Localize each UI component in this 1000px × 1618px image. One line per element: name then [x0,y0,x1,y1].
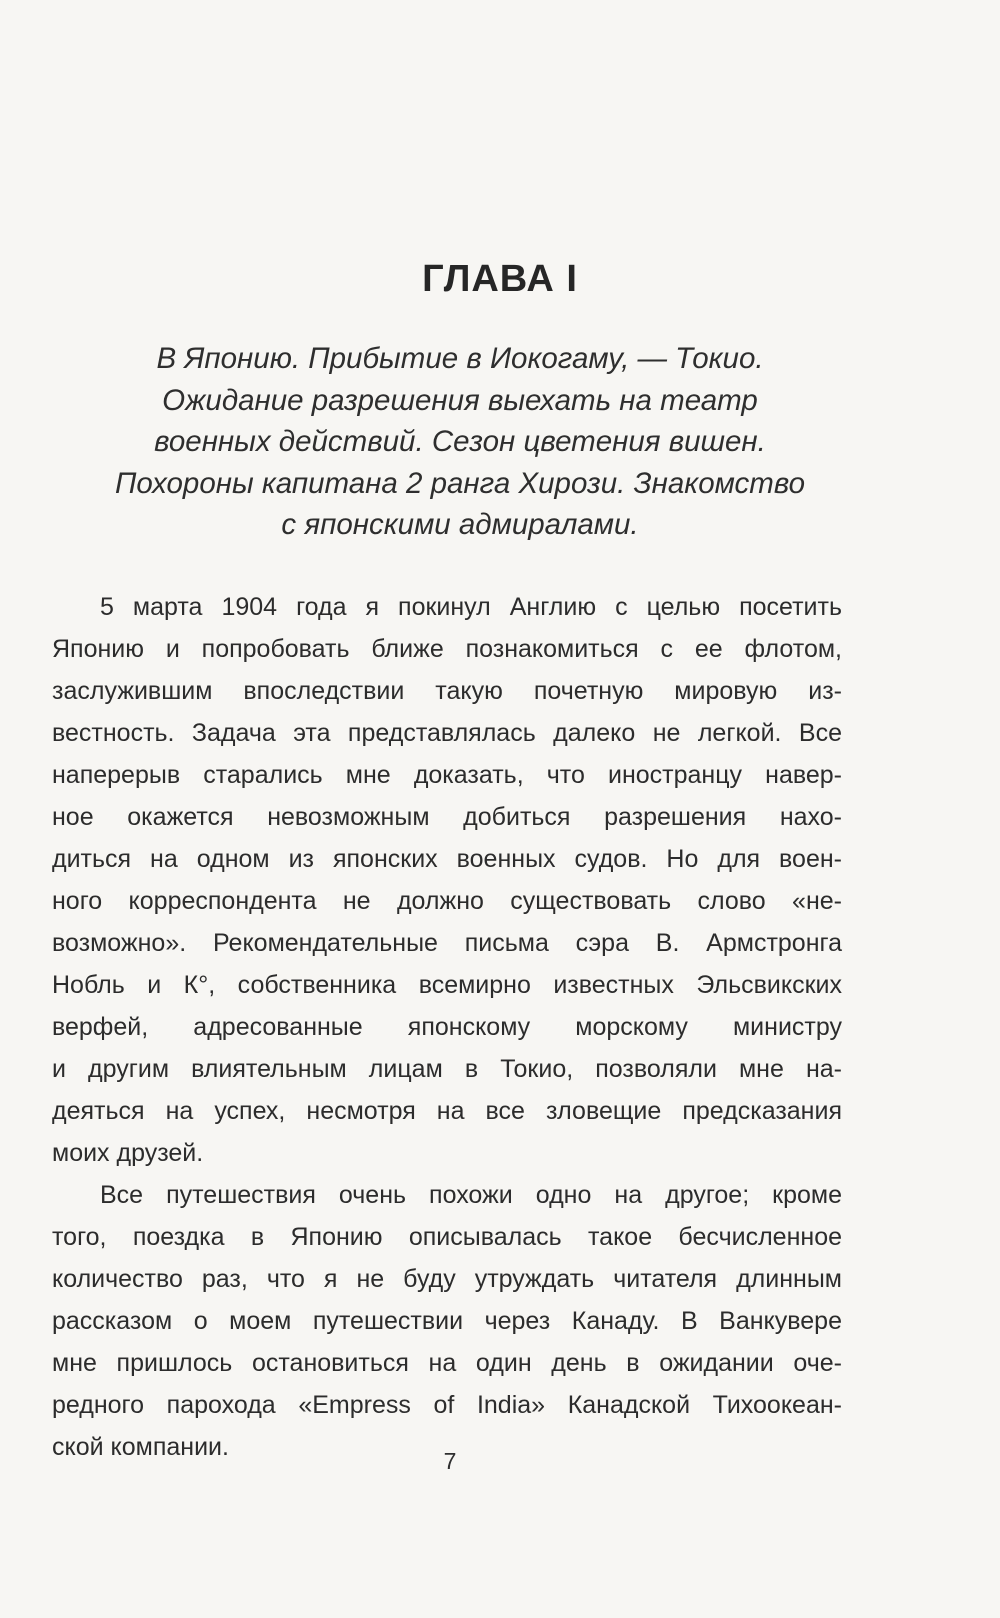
text-line: верфей, адресованные японскому морскому министру [52,1013,842,1041]
text-line: моих друзей. [52,1139,204,1167]
text-line: заслужившим впоследствии такую почетную мировую из- [52,677,842,705]
text-line: ного корреспондента не должно существовать слово «не- [52,887,842,915]
text-line: количество раз, что я не буду утруждать читателя длинным [52,1265,842,1293]
text-line: ской компании. [52,1433,229,1461]
text-line: того, поездка в Японию описывалась такое бесчисленное [52,1223,842,1251]
chapter-title: ГЛАВА I [422,258,578,300]
text-line: диться на одном из японских военных судов. Но для воен- [52,845,842,873]
text-line: наперерыв старались мне доказать, что иностранцу навер- [52,761,842,789]
body-text [52,586,842,1468]
text-line: 5 марта 1904 года я покинул Англию с целью посетить [100,593,842,621]
synopsis-line: с японскими адмиралами. [281,508,639,541]
text-line: Японию и попробовать ближе познакомиться с ее флотом, [52,635,842,663]
text-line: деяться на успех, несмотря на все зловещие предсказания [52,1097,842,1125]
synopsis-line: военных действий. Сезон цветения вишен. [154,425,766,458]
text-line: редного парохода «Empress of India» Канадской Тихоокеан- [52,1391,842,1419]
text-line: ное окажется невозможным добиться разрешения нахо- [52,803,842,831]
paragraph [52,1174,842,1468]
text-line: возможно». Рекомендательные письма сэра В. Армстронга [52,929,842,957]
text-line: и другим влиятельным лицам в Токио, позволяли мне на- [52,1055,842,1083]
paragraph [52,586,842,1174]
text-line: вестность. Задача эта представлялась далеко не легкой. Все [52,719,842,747]
synopsis-line: В Японию. Прибытие в Иокогаму, — Токио. [156,342,764,375]
synopsis-line: Похороны капитана 2 ранга Хирози. Знакомство [114,466,806,500]
text-line: мне пришлось остановиться на один день в ожидании оче- [52,1349,842,1377]
text-line: Все путешествия очень похожи одно на другое; кроме [100,1181,842,1209]
text-line: рассказом о моем путешествии через Канаду. В Ванкувере [52,1307,842,1335]
text-line: Нобль и К°, собственника всемирно известных Эльсвикских [52,971,842,999]
page-number: 7 [443,1448,457,1474]
chapter-synopsis [60,338,860,546]
synopsis-line: Ожидание разрешения выехать на театр [162,383,758,417]
